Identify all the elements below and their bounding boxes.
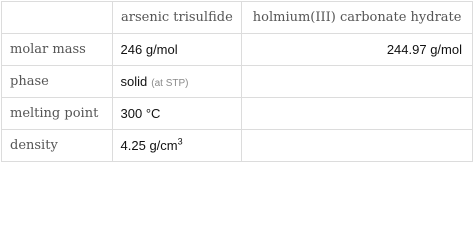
column-header-holmium-carbonate-hydrate: holmium(III) carbonate hydrate [242, 2, 473, 34]
table-row [2, 66, 473, 98]
melting-point-holmium-carbonate-hydrate [242, 98, 473, 130]
row-label-density: density [2, 130, 113, 162]
row-label-melting-point: melting point [2, 98, 113, 130]
row-label-phase: phase [2, 66, 113, 98]
table-row [2, 130, 473, 162]
phase-value: solid [120, 74, 148, 89]
molar-mass-arsenic-trisulfide: 246 g/mol [112, 34, 242, 66]
phase-arsenic-trisulfide [112, 66, 242, 98]
melting-point-arsenic-trisulfide: 300 °C [112, 98, 242, 130]
density-value: 4.25 g/cm [120, 138, 178, 153]
molar-mass-holmium-carbonate-hydrate: 244.97 g/mol [242, 34, 473, 66]
density-unit-exponent: 3 [177, 136, 183, 147]
density-holmium-carbonate-hydrate [242, 130, 473, 162]
column-header-arsenic-trisulfide: arsenic trisulfide [112, 2, 242, 34]
header-row [2, 2, 473, 34]
table-row [2, 34, 473, 66]
density-arsenic-trisulfide [112, 130, 242, 162]
row-label-molar-mass: molar mass [2, 34, 113, 66]
table-row [2, 98, 473, 130]
header-empty-cell [2, 2, 113, 34]
phase-condition-note: (at STP) [151, 78, 189, 89]
phase-holmium-carbonate-hydrate [242, 66, 473, 98]
comparison-table [1, 1, 473, 162]
